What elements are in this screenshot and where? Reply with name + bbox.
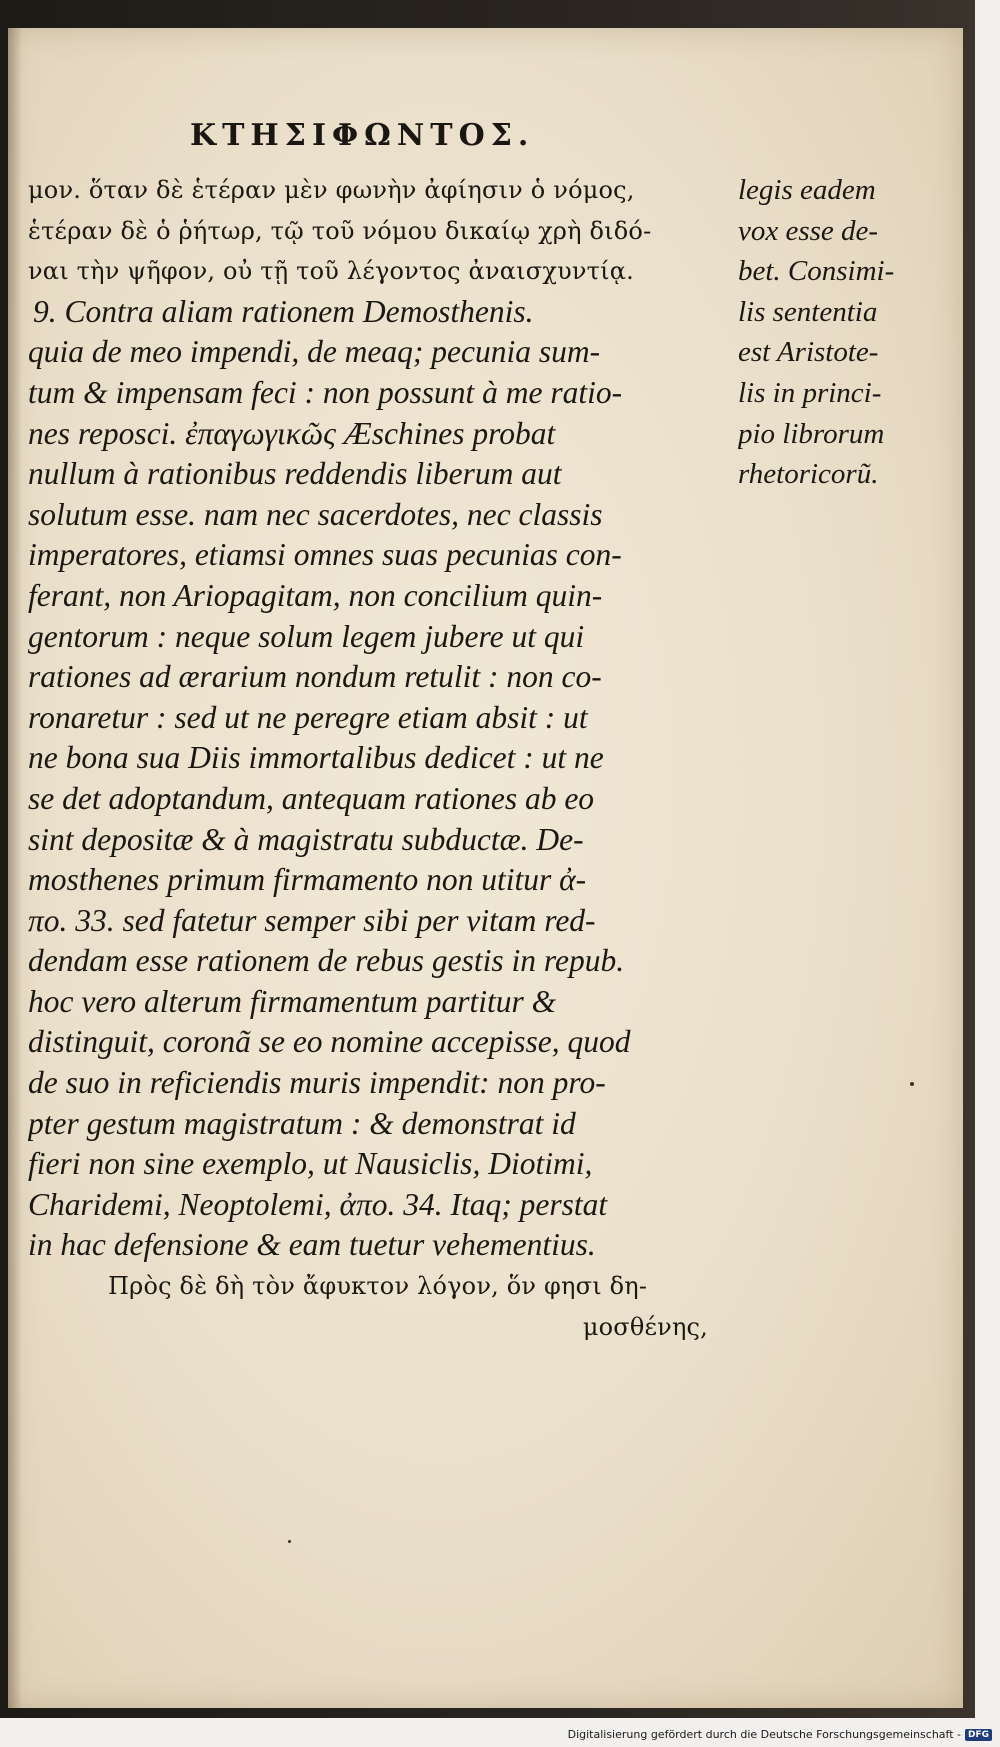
text-line: quia de meo impendi, de meaq; pecunia sum- bbox=[28, 334, 601, 370]
text-line: hoc vero alterum firmamentum partitur & bbox=[28, 983, 557, 1019]
text-line: fieri non sine exemplo, ut Nausiclis, Diotimi, bbox=[28, 1146, 593, 1182]
text-line: Charidemi, Neoptolemi, ἀπο. 34. Itaq; perstat bbox=[28, 1186, 608, 1222]
main-text-block bbox=[28, 170, 738, 1347]
text-line: pter gestum magistratum : & demonstrat id bbox=[28, 1105, 576, 1141]
marginal-line: lis in princi- bbox=[738, 376, 882, 409]
text-line: πο. 33. sed fatetur semper sibi per vitam red- bbox=[28, 902, 596, 938]
text-line: ἑτέραν δὲ ὁ ῥήτωρ, τῷ τοῦ νόμου δικαίῳ χρὴ διδό- bbox=[28, 216, 652, 245]
text-line: in hac defensione & eam tuetur vehementius. bbox=[28, 1227, 596, 1263]
ink-speck bbox=[910, 1082, 914, 1086]
marginal-line: vox esse de- bbox=[738, 214, 879, 247]
dfg-logo: DFG bbox=[965, 1729, 992, 1741]
text-line: mosthenes primum firmamento non utitur ἀ- bbox=[28, 862, 587, 898]
credit-text: Digitalisierung gefördert durch die Deutsche Forschungsgemeinschaft - bbox=[567, 1728, 961, 1741]
text-line: nullum à rationibus reddendis liberum aut bbox=[28, 456, 562, 492]
text-line: ferant, non Ariopagitam, non concilium quin- bbox=[28, 577, 603, 613]
text-line: μοσθένης, bbox=[582, 1312, 708, 1341]
text-line: tum & impensam feci : non possunt à me ratio- bbox=[28, 374, 623, 410]
text-line: ne bona sua Diis immortalibus dedicet : ut ne bbox=[28, 740, 604, 776]
marginal-note bbox=[738, 170, 948, 495]
text-line: ναι τὴν ψῆφον, οὐ τῇ τοῦ λέγοντος ἀναισχυντίᾳ. bbox=[28, 257, 634, 286]
marginal-line: bet. Consimi- bbox=[738, 255, 895, 288]
marginal-line: rhetoricorũ. bbox=[738, 458, 879, 491]
ink-speck bbox=[288, 1540, 291, 1543]
text-line: Πρὸς δὲ δὴ τὸν ἄφυκτον λόγον, ὅν φησι δη- bbox=[108, 1272, 648, 1301]
text-line: nes reposci. ἐπαγωγικῶς Æschines probat bbox=[28, 415, 556, 451]
text-line: ronaretur : sed ut ne peregre etiam absit : ut bbox=[28, 699, 588, 735]
running-head: ΚΤΗΣΙΦΩΝΤΟΣ. bbox=[190, 118, 535, 153]
text-line: sint depositæ & à magistratu subductæ. De- bbox=[28, 821, 584, 857]
marginal-line: pio librorum bbox=[738, 417, 885, 450]
text-line: 9. Contra aliam rationem Demosthenis. bbox=[33, 293, 534, 329]
text-line: distinguit, coronã se eo nomine accepisse, quod bbox=[28, 1024, 631, 1060]
text-line: de suo in reficiendis muris impendit: non pro- bbox=[28, 1065, 606, 1101]
text-line: gentorum : neque solum legem jubere ut qui bbox=[28, 618, 585, 654]
text-line: imperatores, etiamsi omnes suas pecunias con- bbox=[28, 537, 622, 573]
text-line: solutum esse. nam nec sacerdotes, nec classis bbox=[28, 496, 603, 532]
text-line: se det adoptandum, antequam rationes ab eo bbox=[28, 780, 595, 816]
text-line: dendam esse rationem de rebus gestis in repub. bbox=[28, 943, 625, 979]
text-line: rationes ad ærarium nondum retulit : non co- bbox=[28, 659, 602, 695]
marginal-line: est Aristote- bbox=[738, 336, 879, 369]
page-fold-shadow bbox=[8, 28, 22, 1708]
marginal-line: lis sententia bbox=[738, 295, 878, 328]
text-line: μον. ὅταν δὲ ἑτέραν μὲν φωνὴν ἀφίησιν ὁ νόμος, bbox=[28, 176, 635, 204]
digitization-credit bbox=[568, 1728, 992, 1741]
marginal-line: legis eadem bbox=[738, 174, 876, 206]
